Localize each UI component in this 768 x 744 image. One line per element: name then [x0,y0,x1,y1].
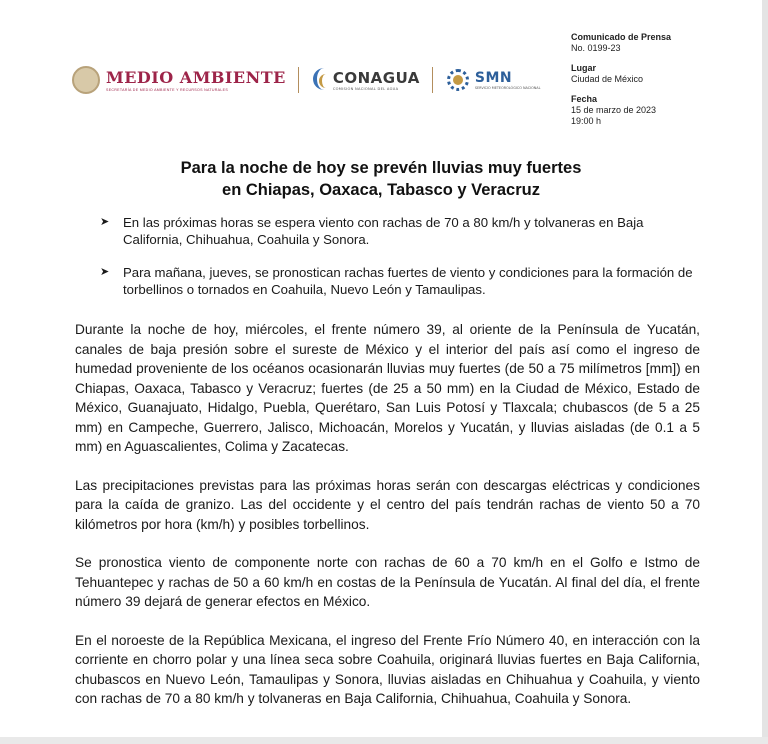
highlights-list [100,214,706,314]
lugar-label: Lugar [571,63,597,73]
conagua-subtitle: COMISIÓN NACIONAL DEL AGUA [332,86,399,91]
list-item [100,264,706,298]
paragraph: Se pronostica viento de componente norte con rachas de 60 a 70 km/h en el Golfo e Istmo de Tehuantepec y rachas de 50 a 60 km/h en costas de la Península de Yucatán. Al final del día, el frente número 39 dejará de generar efectos en México. [75,555,700,609]
smn-subtitle: SERVICIO METEOROLÓGICO NACIONAL [474,85,541,90]
smn-logo [445,67,541,93]
bullet-text: En las próximas horas se espera viento con rachas de 70 a 80 km/h y tolvaneras en Baja California, Chihuahua, Coahuila y Sonora. [123,215,644,247]
viewer-scrollbar-track[interactable] [762,0,768,744]
comunicado-label: Comunicado de Prensa [571,32,672,42]
paragraph: Durante la noche de hoy, miércoles, el frente número 39, al oriente de la Península de Yucatán, canales de baja presión sobre el sureste de México y el interior del país así como el ingreso de humedad proveniente de los océanos ocasionarán lluvias muy fuertes (de 50 a 75 milímetros [mm]) en Chiapas, Oaxaca, Tabasco y Veracruz; fuertes (de 25 a 50 mm) en la Ciudad de México, Estado de México, Guanajuato, Hidalgo, Puebla, Querétaro, San Luis Potosí y Tlaxcala; chubascos (de 5 a 25 mm) en Campeche, Guerrero, Jalisco, Michoacán, Morelos y Yucatán, y lluvias aisladas (de 0.1 a 5 mm) en Aguascalientes, Colima y Zacatecas. [75,322,700,454]
header-logos [72,62,541,98]
paragraph: Las precipitaciones previstas para las próximas horas serán con descargas eléctricas y condiciones para la caída de granizo. Las del occidente y el centro del país tendrán rachas de viento 50 a 70 kilómetros por hora (km/h) y posibles torbellinos. [75,477,700,532]
page-title [0,157,762,201]
mexico-seal-icon [72,66,100,94]
title-line-1: Para la noche de hoy se prevén lluvias muy fuertes [180,159,582,177]
logo-divider [432,67,433,93]
hora-value: 19:00 h [571,116,602,126]
press-release-meta [571,32,671,136]
medio-ambiente-logo [106,69,286,92]
smn-name: SMN [474,69,513,86]
medio-ambiente-subtitle: SECRETARÍA DE MEDIO AMBIENTE Y RECURSOS NATURALES [106,87,229,92]
arrow-bullet-icon: ➤ [100,266,110,278]
arrow-bullet-icon: ➤ [100,216,110,228]
fecha-label: Fecha [571,94,598,104]
lugar-value: Ciudad de México [571,74,644,84]
medio-ambiente-name: MEDIO AMBIENTE [106,67,286,87]
title-line-2: en Chiapas, Oaxaca, Tabasco y Veracruz [222,181,540,199]
fecha-value: 15 de marzo de 2023 [571,105,657,115]
bullet-text: Para mañana, jueves, se pronostican rachas fuertes de viento y condiciones para la formación de torbellinos o tornados en Coahuila, Nuevo León y Tamaulipas. [123,265,693,297]
viewer-bottom-edge [0,737,768,744]
conagua-name: CONAGUA [332,68,420,87]
conagua-emblem-icon [311,68,329,92]
logo-divider [298,67,299,93]
body-text [75,320,700,728]
smn-emblem-icon [445,67,471,93]
list-item [100,214,706,248]
paragraph: En el noroeste de la República Mexicana, el ingreso del Frente Frío Número 40, en interacción con la corriente en chorro polar y una línea seca sobre Coahuila, originará lluvias fuertes en Baja California, chubascos en Nuevo León, Tamaulipas y Sonora, lluvias aisladas en Chihuahua y Coahuila, y viento con rachas de 70 a 80 km/h y tolvaneras en Baja California, Chihuahua, Coahuila y Sonora. [75,632,700,706]
conagua-logo [311,68,420,92]
comunicado-number: No. 0199-23 [571,43,621,53]
